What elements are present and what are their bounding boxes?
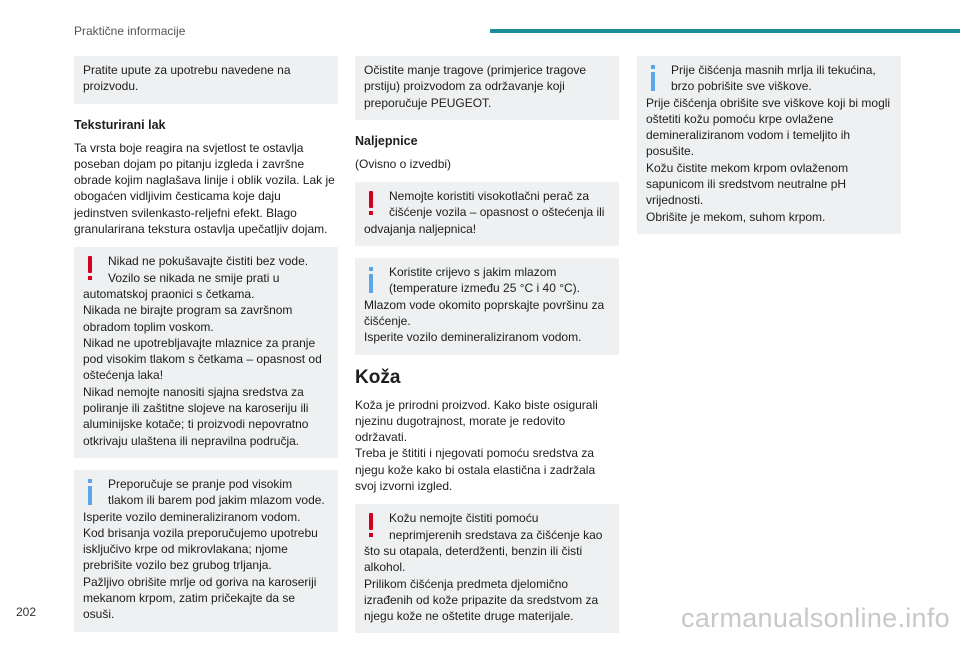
- info-text: Obrišite je mekom, suhom krpom.: [646, 209, 826, 224]
- info-box: [355, 258, 619, 354]
- info-box: [637, 56, 901, 234]
- warning-box: [74, 247, 338, 458]
- info-icon: [87, 479, 93, 505]
- intro-note-text: Pratite upute za upotrebu navedene na proizvodu.: [83, 63, 291, 94]
- info-text-first: Preporučuje se pranje pod visokim tlakom ili barem pod jakim mlazom vode.: [108, 476, 325, 508]
- info-text: Kožu čistite mekom krpom ovlaženom sapunicom ili sredstvom neutralne pH vrijednosti.: [646, 160, 849, 208]
- section-title-leather: Koža: [355, 366, 401, 388]
- warning-text: Nikada ne birajte program sa završnom obradom toplim voskom.: [83, 303, 293, 334]
- warning-text-first: Nemojte koristiti visokotlačni perač za čišćenje vozila – opasnost o oštećenja ili: [389, 189, 605, 220]
- header-accent-bar: [490, 29, 960, 33]
- warning-box: [355, 182, 619, 246]
- leather-paragraph: Koža je prirodni proizvod. Kako biste osigurali njezinu dugotrajnost, morate je redovito održavati.: [355, 397, 598, 445]
- warning-exclamation-icon: [87, 256, 93, 282]
- info-text: Kod brisanja vozila preporučujemo upotrebu isključivo krpe od mikrovlakana; njome prebrišite vozilo bez grubog trljanja.: [83, 525, 318, 573]
- warning-text: Nikad ne upotrebljavajte mlaznice za pranje pod visokim tlakom s četkama – opasnost od oštećenja laka!: [83, 335, 322, 383]
- info-text: Pažljivo obrišite mrlje od goriva na karoseriji mekanom krpom, zatim pričekajte da se osuši.: [83, 574, 317, 622]
- section-heading-stickers: Naljepnice: [355, 133, 418, 148]
- intro-note-box: [74, 56, 338, 104]
- warning-text: Nikad nemojte nanositi sjajna sredstva za poliranje ili zaštitne slojeve na karoseriju ili aluminijske kotače; ti proizvodi nepovratno otkrivaju ulaštena ili nepravilna područja.: [83, 384, 309, 448]
- textured-paint-paragraph: Ta vrsta boje reagira na svjetlost te ostavlja poseban dojam po pitanju izgleda i završne obrade kojim naglašava linije i oblik vozila. Lak je obogaćen vidljivim česticama koje daju jedinstven svilenkasto-reljefni efekt. Blago granularirana tekstura ostavlja upečatljiv dojam.: [74, 140, 335, 237]
- column-left: [74, 56, 338, 644]
- column-middle: [355, 56, 619, 645]
- page-header-title: Praktične informacije: [74, 24, 186, 38]
- warning-text: što su otapala, deterdženti, benzin ili čisti alkohol.: [364, 543, 583, 575]
- warning-text-first: Nikad ne pokušavajte čistiti bez vode. Vozilo se nikada ne smije prati u: [108, 254, 309, 285]
- warning-box: [355, 504, 619, 633]
- warning-text: odvajanja naljepnica!: [364, 221, 477, 236]
- info-text: Prije čišćenja obrišite sve viškove koji bi mogli oštetiti kožu pomoću krpe ovlažene demineraliziranom vodom i temeljito ih posušite.: [646, 95, 891, 159]
- column-right: [637, 56, 901, 246]
- leather-paragraph: Treba je štititi i njegovati pomoću sredstva za njegu kože kako bi ostala elastična i zadržala svoj izvorni izgled.: [355, 446, 596, 494]
- warning-text: Prilikom čišćenja predmeta djelomično izrađenih od kože pripazite da sredstvom za njegu kože ne oštetite druge materijale.: [364, 576, 599, 624]
- info-icon: [650, 65, 656, 91]
- info-text-first: Koristite crijevo s jakim mlazom (temperature između 25 °C i 40 °C).: [389, 265, 581, 296]
- warning-exclamation-icon: [368, 191, 374, 217]
- intro-note-text: Očistite manje tragove (primjerice tragove prstiju) proizvodom za održavanje koji preporučuje PEUGEOT.: [364, 63, 587, 110]
- warning-text: automatskoj praonici s četkama.: [83, 286, 255, 301]
- stickers-subtext: (Ovisno o izvedbi): [355, 156, 452, 171]
- section-heading-textured-paint: Teksturirani lak: [74, 117, 166, 132]
- info-text: Isperite vozilo demineraliziranom vodom.: [83, 509, 301, 524]
- info-text-first: Prije čišćenja masnih mrlja ili tekućina, brzo pobrišite sve viškove.: [671, 63, 876, 94]
- info-text: Mlazom vode okomito poprskajte površinu za čišćenje.: [364, 297, 605, 328]
- info-text: Isperite vozilo demineraliziranom vodom.: [364, 330, 582, 345]
- page-number: 202: [16, 605, 37, 619]
- watermark-text[interactable]: carmanualsonline.info: [681, 603, 950, 633]
- warning-text-first: Kožu nemojte čistiti pomoću neprimjerenih sredstava za čišćenje kao: [389, 511, 603, 542]
- intro-note-box: [355, 56, 619, 120]
- info-icon: [368, 267, 374, 293]
- warning-exclamation-icon: [368, 513, 374, 539]
- info-box: [74, 470, 338, 632]
